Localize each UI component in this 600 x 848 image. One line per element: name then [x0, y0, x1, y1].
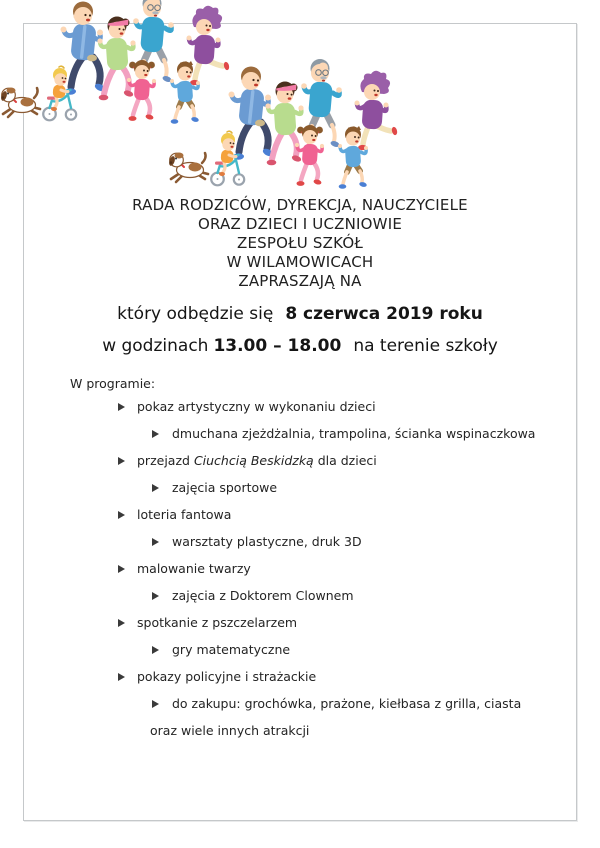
event-date-text: 8 czerwca 2019 roku [285, 304, 483, 324]
header-line: RADA RODZICÓW, DYREKCJA, NAUCZYCIELE [132, 196, 468, 214]
invitation-header [24, 196, 576, 291]
arrowhead-bullet-icon [152, 700, 159, 708]
program-subitem [70, 528, 550, 555]
program-item-text: loteria fantowa [137, 507, 232, 522]
program-item [70, 447, 550, 474]
program-item [70, 609, 550, 636]
arrowhead-bullet-icon [118, 565, 125, 573]
event-time-line [24, 336, 576, 356]
program-item-text: dmuchana zjeżdżalnia, trampolina, ścianka wspinaczkowa [172, 426, 536, 441]
program-item-text: malowanie twarzy [137, 561, 251, 576]
program-item-italic-text: Ciuchcią Beskidzką [193, 453, 314, 468]
date-prefix-text: który odbędzie się [117, 304, 274, 324]
program-item-text: gry matematyczne [172, 642, 291, 657]
event-date-line [24, 304, 576, 324]
program-item-text: zajęcia sportowe [172, 480, 278, 495]
program-item-text: zajęcia z Doktorem Clownem [172, 588, 354, 603]
arrowhead-bullet-icon [152, 430, 159, 438]
program-subitem [70, 474, 550, 501]
program-item-text: spotkanie z pszczelarzem [137, 615, 298, 630]
event-time-text: 13.00 – 18.00 [213, 336, 342, 356]
program-subitem [70, 636, 550, 663]
program-item [70, 663, 550, 690]
family-group-front [168, 59, 398, 189]
arrowhead-bullet-icon [152, 646, 159, 654]
program-item-text: do zakupu: grochówka, prażone, kiełbasa z grilla, ciasta [172, 696, 522, 711]
running-families-illustration [0, 0, 400, 200]
family-group-back [0, 0, 230, 124]
arrowhead-bullet-icon [118, 619, 125, 627]
arrowhead-bullet-icon [152, 592, 159, 600]
arrowhead-bullet-icon [118, 403, 125, 411]
header-line: ZAPRASZAJĄ NA [238, 272, 362, 290]
header-line: ZESPOŁU SZKÓŁ [237, 234, 363, 252]
program-item [70, 555, 550, 582]
program-subitem [70, 690, 550, 717]
program-continuation-line [70, 717, 550, 744]
arrowhead-bullet-icon [152, 538, 159, 546]
arrowhead-bullet-icon [118, 457, 125, 465]
time-suffix-text: na terenie szkoły [353, 336, 498, 356]
program-item [70, 501, 550, 528]
time-prefix-text: w godzinach [102, 336, 209, 356]
program-title: W programie: [70, 376, 156, 391]
program-item [70, 393, 550, 420]
program-item-text: warsztaty plastyczne, druk 3D [172, 534, 362, 549]
program-item-text: dla dzieci [313, 453, 377, 468]
header-line: ORAZ DZIECI I UCZNIOWIE [197, 215, 403, 233]
arrowhead-bullet-icon [118, 673, 125, 681]
program-section [70, 377, 550, 744]
program-item-text: pokazy policyjne i strażackie [137, 669, 317, 684]
program-subitem [70, 420, 550, 447]
program-subitem [70, 582, 550, 609]
program-item-text: oraz wiele innych atrakcji [150, 723, 310, 738]
program-item-text: przejazd [137, 453, 194, 468]
arrowhead-bullet-icon [118, 511, 125, 519]
header-line: W WILAMOWICACH [226, 253, 374, 271]
program-item-text: pokaz artystyczny w wykonaniu dzieci [137, 399, 376, 414]
arrowhead-bullet-icon [152, 484, 159, 492]
